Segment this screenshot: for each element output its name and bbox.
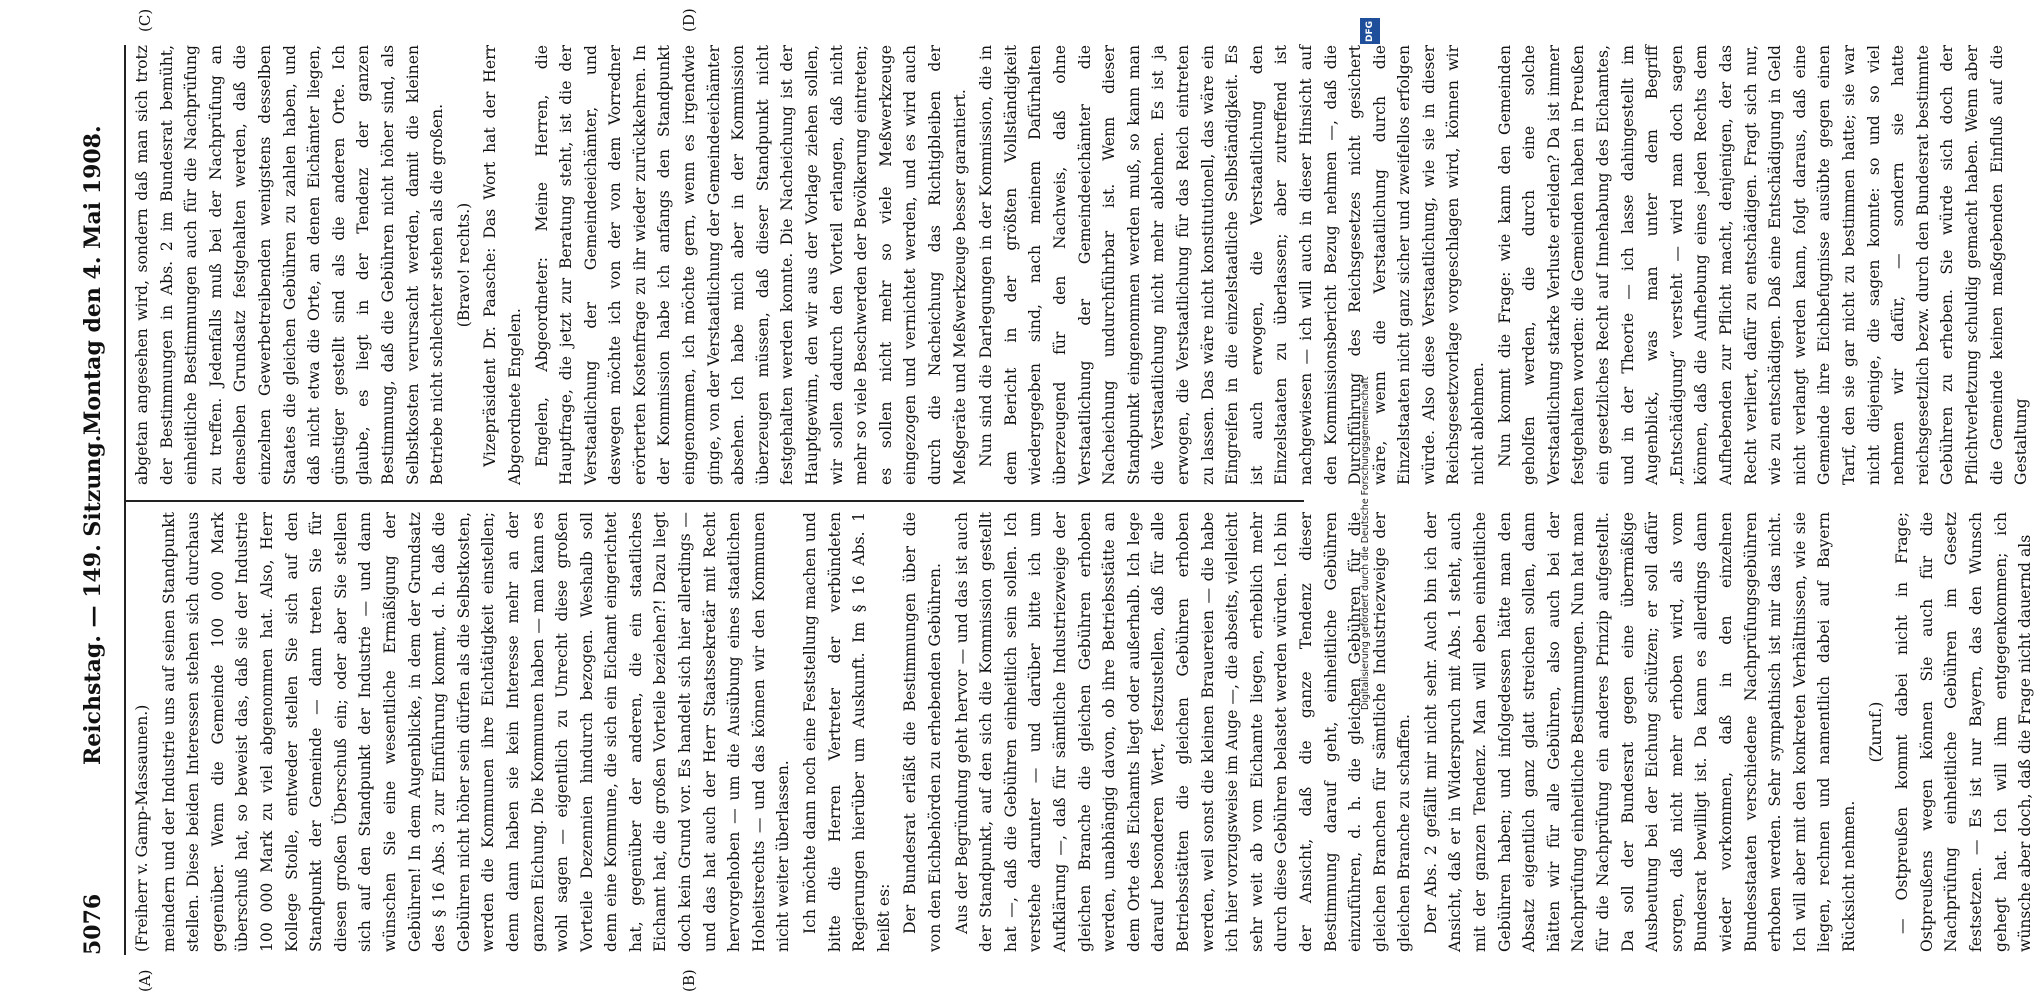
dfg-logo: DFG (1360, 18, 1380, 44)
right-text-column (130, 45, 2031, 485)
margin-mark-c: (C) (136, 8, 154, 32)
interjection: (Zuruf.) (1866, 701, 1885, 763)
chair-statement: Vizepräsident Dr. Paasche: Das Wort hat der Herr Abgeordnete Engelen. (481, 45, 524, 485)
paragraph: Nun kommt die Frage: wie kann den Gemeinden geholfen werden, die durch eine solche Verstaatlichung starke Verluste erleiden? Da ist immer festgehalten worden: die Gemeinden haben in Preußen ein gesetzliches Recht auf Innehabung des Eichamtes, und in der Theorie — ich lasse dahingestellt im Augenblick, was man unter dem Begriff „Entschädigung“ versteht — wird man doch sagen können, daß die Aufhebung eines jeden Rechts dem Aufhebenden zur Pflicht macht, denjenigen, der das Recht verliert, dafür zu entschädigen. Fragt sich nur, wie zu entschädigen. Daß eine Entschädigung in Geld nicht verlangt werden kann, folgt daraus, daß eine Gemeinde ihre Eichbefugnisse ausübte gegen einen Tarif, den sie gar nicht zu bestimmen hatte; sie war nicht diejenige, die sagen konnte: so und so viel nehmen wir dafür, — sondern sie hatte reichsgesetzlich bezw. durch den Bundesrat bestimmte Gebühren zu erheben. Sie würde sich doch der Pflichtverletzung schuldig gemacht haben. Wenn aber die Gemeinde keinen maßgebenden Einfluß auf die Gestaltung (1495, 45, 2031, 485)
applause-note: (Bravo! rechts.) (454, 202, 473, 328)
margin-mark-d: (D) (680, 8, 698, 32)
margin-mark-b: (B) (680, 969, 698, 992)
speaker-continuation: (Freiherr v. Gamp-Massaunen.) (133, 704, 151, 952)
paragraph: abgetan angesehen wird, sondern daß man sich trotz der Bestimmungen in Abs. 2 im Bundesrat bemüht, einheitliche Bestimmungen auch für die Nachprüfung zu treffen. Jedenfalls muß bei der Nachprüfung an denselben Grundsatz festgehalten werden, daß die einzelnen Gewerbetreibenden wenigstens desselben Staates die gleichen Gebühren zu zahlen haben, und daß nicht etwa die Orte, an denen Eichämter liegen, günstiger gestellt sind als die anderen Orte. Ich glaube, es liegt in der Tendenz der ganzen Bestimmung, daß die Gebühren nicht höher sind, als Selbstkosten verursacht werden, damit die kleinen Betriebe nicht schlechter stehen als die großen. (133, 45, 447, 485)
quoted-law-text: Der Bundesrat erläßt die Bestimmungen über die von den Eichbehörden zu erhebenden Gebühren. (901, 512, 944, 952)
session-date: Montag den 4. Mai 1908. (80, 125, 106, 435)
margin-mark-a: (A) (136, 969, 154, 992)
digitization-sidebar (1357, 10, 1383, 990)
digitization-credit: Digitalisierung gefördert durch die Deutsche Forschungsgemeinschaft (1360, 376, 1371, 710)
rotated-document-page (40, 0, 2035, 1000)
page-number: 5076 (80, 893, 106, 955)
column-divider (124, 500, 1304, 502)
session-title: Reichstag. — 149. Sitzung. (80, 434, 106, 765)
paragraph: Nun sind die Darlegungen in der Kommission, die in dem Bericht in der größten Vollständigkeit wiedergegeben sind, nach meinem Dafürhalten überzeugend für den Nachweis, daß ohne Verstaatlichung der Gemeindeeichämter die Nacheichung undurchführbar ist. Wenn dieser Standpunkt eingenommen werden muß, so kann man die Verstaatlichung nicht mehr ablehnen. Es ist ja erwogen, die Verstaatlichung für das Reich eintreten zu lassen. Das wäre nicht konstitutionell, das wäre ein Eingreifen in die einzelstaatliche Selbständigkeit. Es ist auch erwogen, die Verstaatlichung den Einzelstaaten zu überlassen; aber zutreffend ist nachgewiesen — ich will auch in dieser Hinsicht auf den Kommissionsbericht Bezug nehmen —, daß die Durchführung des Reichsgesetzes nicht gesichert wäre, wenn die Verstaatlichung durch die Einzelstaaten nicht ganz sicher und zweifellos erfolgen würde. Also diese Verstaatlichung, wie sie in dieser Reichsgesetzvorlage vorgeschlagen wird, können wir nicht ablehnen. (977, 45, 1488, 485)
paragraph: — Ostpreußen kommt dabei nicht in Frage; Ostpreußens wegen können Sie auch für die Nachprüfung einheitliche Gebühren im Gesetz festsetzen. — Es ist nur Bayern, das den Wunsch gehegt hat. Ich will ihm entgegenkommen; ich wünsche aber doch, daß die Frage nicht dauernd als (1893, 512, 2035, 952)
paragraph: meindern und der Industrie uns auf seinen Standpunkt stellen. Diese beiden Interessen stehen sich durchaus gegenüber. Wenn die Gemeinde 100 000 Mark überschuß hat, so beweist das, daß sie der Industrie 100 000 Mark zu viel abgenommen hat. Also, Herr Kollege Stolle, entweder stellen Sie sich auf den Standpunkt der Gemeinde — dann treten Sie für diesen großen Überschuß ein; oder aber Sie stellen sich auf den Standpunkt der Industrie — und dann wünschen Sie eine wesentliche Ermäßigung der Gebühren! In dem Augenblicke, in dem der Grundsatz des § 16 Abs. 3 zur Einführung kommt, d. h. daß die Gebühren nicht höher sein dürfen als die Selbstkosten, werden die Kommunen ihre Eichtätigkeit einstellen; denn dann haben sie kein Interesse mehr an der ganzen Eichung. Die Kommunen haben — man kann es wohl sagen — eigentlich zu Unrecht diese großen Vorteile Dezennien hindurch bezogen. Weshalb soll denn eine Kommune, die sich ein Eichamt eingerichtet hat, gegenüber der anderen, die ein staatliches Eichamt hat, die großen Vorteile beziehen?! Dazu liegt doch kein Grund vor. Es handelt sich hier allerdings — und das hat auch der Herr Staatssekretär mit Recht hervorgehoben — um die Ausübung eines staatlichen Hoheitsrechts — und das können wir den Kommunen nicht weiter überlassen. (159, 512, 793, 952)
paragraph: Der Abs. 2 gefällt mir nicht sehr. Auch bin ich der Ansicht, daß er in Widerspruch mit Abs. 1 steht, auch mit der ganzen Tendenz. Man will eben einheitliche Gebühren haben; und infolgedessen hätte man den Absatz eigentlich ganz glatt streichen sollen, dann hätten wir für alle Gebühren, also auch bei der Nachprüfung einheitliche Bestimmungen. Nun hat man für die Nachprüfung ein anderes Prinzip aufgestellt. Da soll der Bundesrat gegen eine übermäßige Ausbeutung bei der Eichung schützen; er soll dafür sorgen, daß nicht mehr erhoben wird, als vom Bundesrat bewilligt ist. Da kann es allerdings dann wieder vorkommen, daß in den einzelnen Bundesstaaten verschiedene Nachprüfungsgebühren erhoben werden. Sehr sympathisch ist mir das nicht. Ich will aber mit den konkreten Verhältnissen, wie sie liegen, rechnen und namentlich dabei auf Bayern Rücksicht nehmen. (1421, 512, 1858, 952)
paragraph: Ich möchte dann noch eine Feststellung machen und bitte die Herren Vertreter der verbündeten Regierungen hierüber um Auskunft. Im § 16 Abs. 1 heißt es: (801, 512, 893, 952)
page-header (80, 45, 120, 955)
speech-paragraph: Engelen, Abgeordneter: Meine Herren, die Hauptfrage, die jetzt zur Beratung steht, ist die der Verstaatlichung der Gemeindeeichämter, und deswegen möchte ich von der von dem Vorredner erörterten Kostenfrage zu ihr wieder zurückkehren. In der Kommission habe ich anfangs den Standpunkt eingenommen, ich möchte gern, wenn es irgendwie ginge, von der Verstaatlichung der Gemeindeeichämter absehen. Ich habe mich aber in der Kommission überzeugen müssen, daß dieser Standpunkt nicht festgehalten werden konnte. Die Nacheichung ist der Hauptgewinn, den wir aus der Vorlage ziehen sollen, wir sollen dadurch den Vorteil erlangen, daß nicht mehr so viele Beschwerden der Bevölkerung eintreten; es sollen nicht mehr so viele Meßwerkzeuge eingezogen und vernichtet werden, und es wird auch durch die Nacheichung das Richtigbleiben der Meßgeräte und Meßwerkzeuge besser garantiert. (532, 45, 969, 485)
paragraph: Aus der Begründung geht hervor — und das ist auch der Standpunkt, auf den sich die Kommission gestellt hat —, daß die Gebühren einheitlich sein sollen. Ich verstehe darunter — und darüber bitte ich um Aufklärung —, daß für sämtliche Industriezweige der gleichen Branche die gleichen Gebühren erhoben werden, unabhängig davon, ob ihre Betriebsstätte an dem Orte des Eichamts liegt oder außerhalb. Ich lege darauf besonderen Wert, festzustellen, daß für alle Betriebsstätten die gleichen Gebühren erhoben werden, weil sonst die kleinen Brauereien — die habe ich hier vorzugsweise im Auge —, die abseits, vielleicht sehr weit ab vom Eichamte liegen, erheblich mehr durch diese Gebühren belastet werden würden. Ich bin der Ansicht, daß die ganze Tendenz dieser Bestimmung darauf geht, einheitliche Gebühren einzuführen, d. h. die gleichen Gebühren für die gleichen Branchen für sämtliche Industriezweige der gleichen Branche zu schaffen. (952, 512, 1414, 952)
